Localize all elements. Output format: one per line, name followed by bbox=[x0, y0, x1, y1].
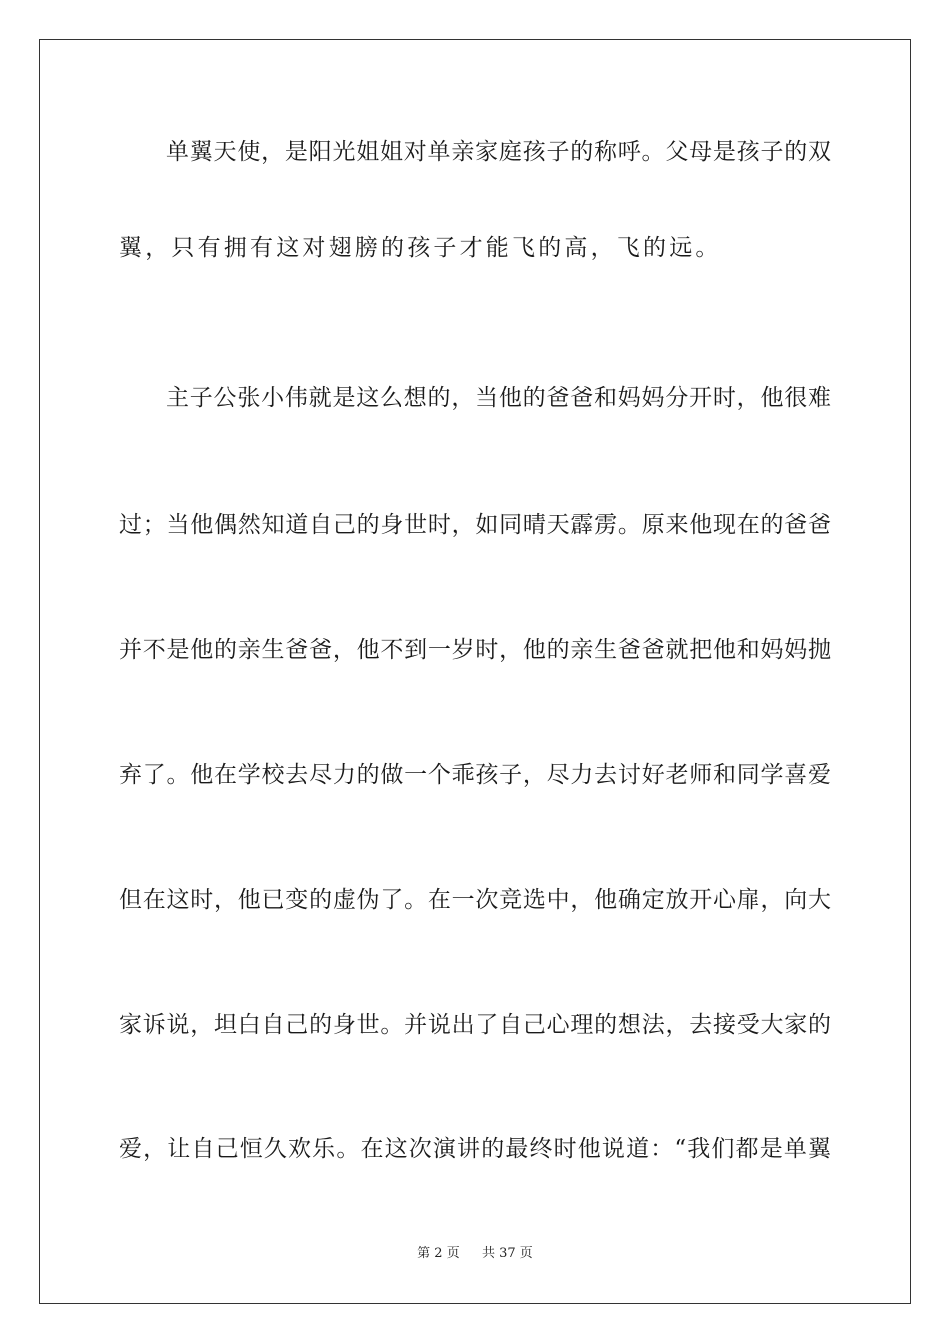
paragraph-1-line-2: 翼，只有拥有这对翅膀的孩子才能飞的高，飞的远。 bbox=[119, 235, 722, 261]
paragraph-1-line-1: 单翼天使，是阳光姐姐对单亲家庭孩子的称呼。父母是孩子的双 bbox=[166, 139, 831, 165]
paragraph-2-line-5: 但在这时，他已变的虚伪了。在一次竞选中，他确定放开心扉，向大 bbox=[119, 887, 831, 913]
paragraph-2-line-4: 弃了。他在学校去尽力的做一个乖孩子，尽力去讨好老师和同学喜爱 bbox=[119, 762, 831, 788]
paragraph-2-line-3: 并不是他的亲生爸爸，他不到一岁时，他的亲生爸爸就把他和妈妈抛 bbox=[119, 637, 831, 663]
paragraph-2-line-6: 家诉说，坦白自己的身世。并说出了自己心理的想法，去接受大家的 bbox=[119, 1012, 831, 1038]
paragraph-2-line-1: 主子公张小伟就是这么想的，当他的爸爸和妈妈分开时，他很难 bbox=[166, 385, 831, 411]
page-footer bbox=[0, 1245, 950, 1263]
page-number: 第 2 页 bbox=[417, 1246, 460, 1261]
page-total: 共 37 页 bbox=[482, 1246, 533, 1261]
paragraph-2-line-2: 过；当他偶然知道自己的身世时，如同晴天霹雳。原来他现在的爸爸 bbox=[119, 512, 831, 538]
page-border bbox=[39, 39, 911, 1304]
paragraph-2-line-7: 爱，让自己恒久欢乐。在这次演讲的最终时他说道：“我们都是单翼 bbox=[119, 1136, 831, 1162]
